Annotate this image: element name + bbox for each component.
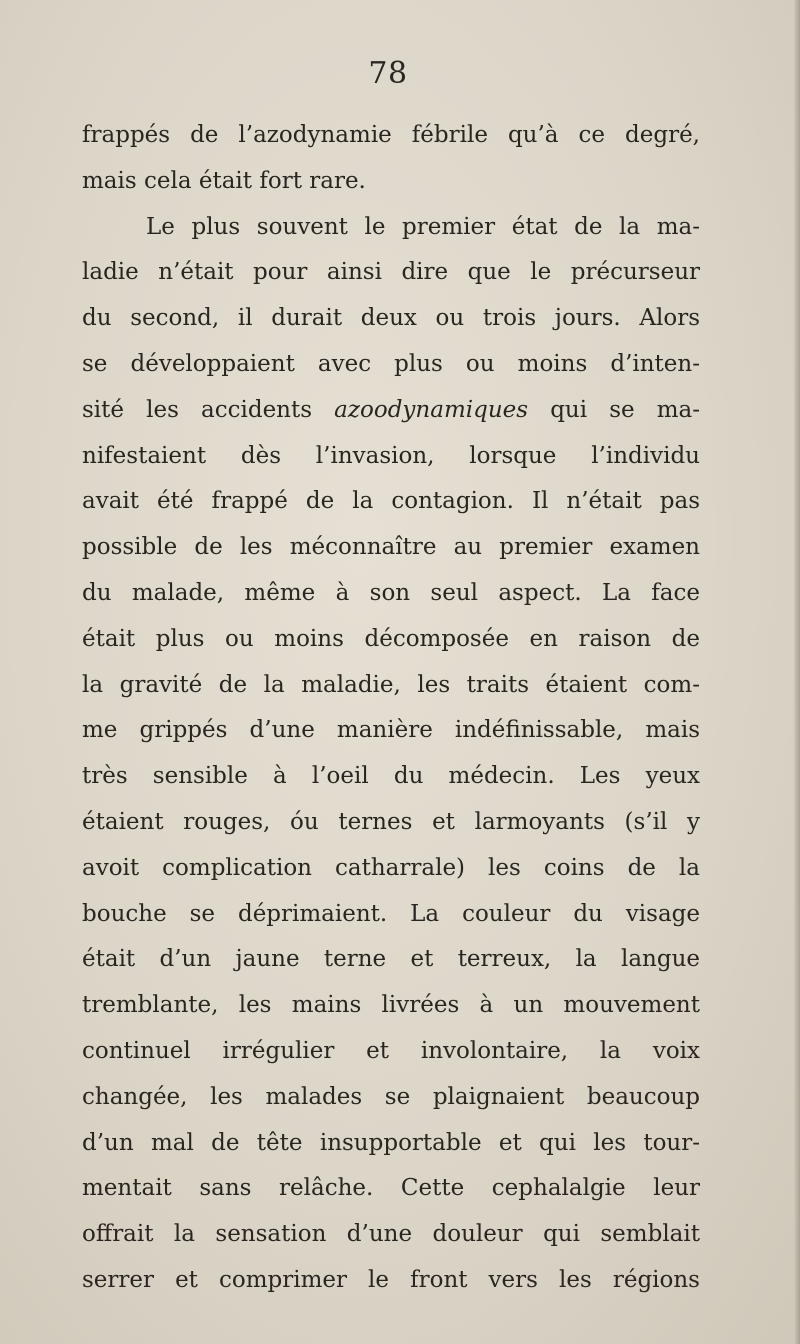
text-line: du second, il durait deux ou trois jours. Alors xyxy=(82,305,700,332)
text-line: avait été frappé de la contagion. Il n’était pas xyxy=(82,488,700,515)
text-line: bouche se déprimaient. La couleur du visage xyxy=(82,900,700,927)
text-line: était plus ou moins décomposée en raison de xyxy=(82,625,700,652)
body-text xyxy=(82,113,700,1304)
page-number: 78 xyxy=(368,56,408,91)
italic-term: azoodynamiques xyxy=(334,396,529,423)
text-line: d’un mal de tête insupportable et qui les tour- xyxy=(82,1129,700,1156)
text-line: était d’un jaune terne et terreux, la langue xyxy=(82,946,700,973)
text-line: serrer et comprimer le front vers les régions xyxy=(82,1266,700,1293)
text-line: étaient rouges, óu ternes et larmoyants (s’il y xyxy=(82,808,700,835)
text-line: mentait sans relâche. Cette cephalalgie leur xyxy=(82,1175,700,1202)
text-line: offrait la sensation d’une douleur qui semblait xyxy=(82,1221,700,1248)
text-line xyxy=(82,388,700,434)
text-segment: qui se ma- xyxy=(550,396,701,423)
text-line: très sensible à l’oeil du médecin. Les yeux xyxy=(82,763,700,790)
text-line: mais cela était fort rare. xyxy=(82,167,366,194)
text-line: changée, les malades se plaignaient beaucoup xyxy=(82,1083,700,1110)
text-line: me grippés d’une manière indéfinissable, mais xyxy=(82,717,700,744)
text-line: frappés de l’azodynamie fébrile qu’à ce degré, xyxy=(82,122,700,148)
text-line: avoit complication catharrale) les coins de la xyxy=(82,854,700,881)
paragraph-start-line: Le plus souvent le premier état de la ma- xyxy=(146,213,700,240)
text-line: tremblante, les mains livrées à un mouvement xyxy=(82,992,700,1019)
text-line: se développaient avec plus ou moins d’inten- xyxy=(82,350,700,377)
text-line: continuel irrégulier et involontaire, la voix xyxy=(82,1037,700,1064)
page-edge xyxy=(794,0,800,1344)
text-line: la gravité de la maladie, les traits étaient com- xyxy=(82,671,700,698)
text-line: nifestaient dès l’invasion, lorsque l’individu xyxy=(82,442,700,469)
text-segment: sité les accidents xyxy=(82,396,313,423)
text-line: du malade, même à son seul aspect. La face xyxy=(82,579,700,606)
text-line: possible de les méconnaître au premier examen xyxy=(82,534,700,561)
text-line: ladie n’était pour ainsi dire que le précurseur xyxy=(82,259,700,286)
